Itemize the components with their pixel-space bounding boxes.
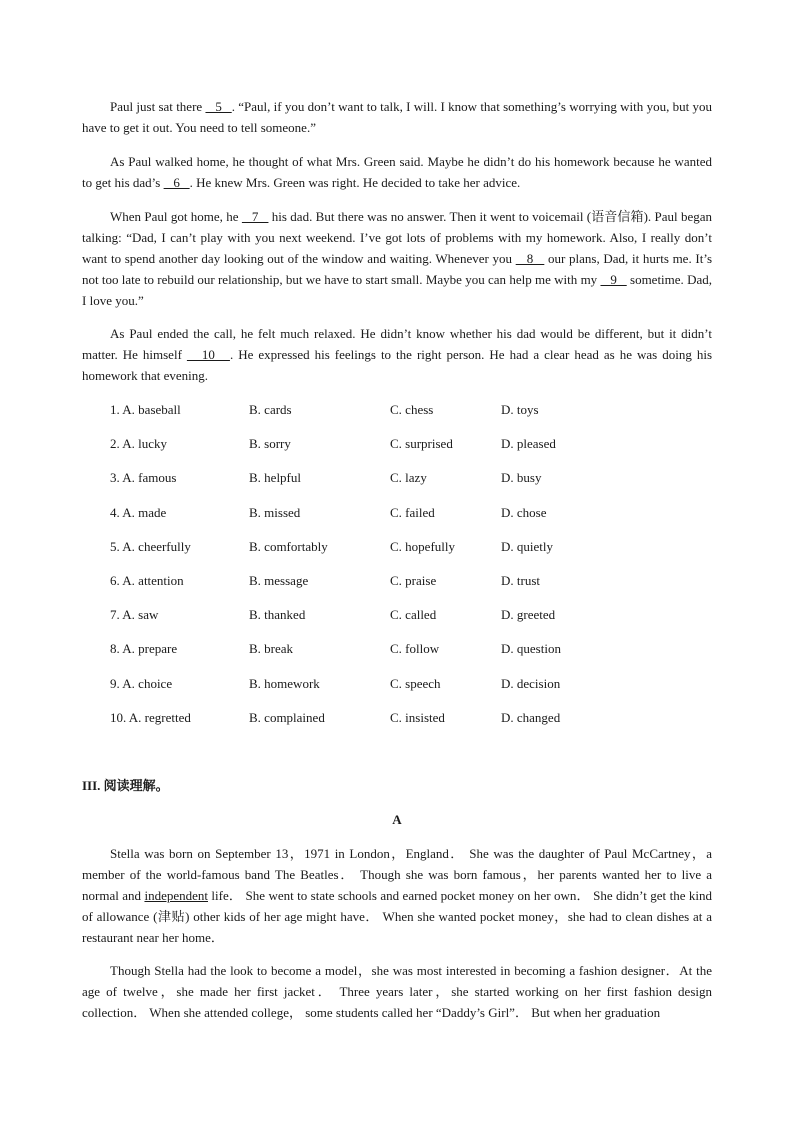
option-d[interactable]: D. pleased [501, 436, 556, 452]
section-heading: III. 阅读理解。 [82, 778, 169, 793]
option-c[interactable]: C. called [390, 607, 437, 623]
option-a[interactable]: 10. A. regretted [110, 709, 191, 725]
passage-paragraph-3 [82, 206, 712, 311]
option-c[interactable]: C. surprised [390, 436, 453, 452]
option-b[interactable]: B. comfortably [249, 538, 328, 554]
option-a[interactable]: 1. A. baseball [110, 402, 181, 417]
passage-text: our plans, Dad, it hurts me. It’s not too late to rebuild our relationship, but we have to start small. Maybe you can help me with my [82, 251, 713, 287]
option-a[interactable]: 2. A. lucky [110, 436, 168, 452]
reading-paragraph-2: Though Stella had the look to become a model，she was most interested in becoming a fashion designer．At the age of twelve，she made her first jacket． Three years later，she started working on her first fashion design collection． When she attended college， some students called her “Daddy’s Girl”． But when her graduation [82, 963, 712, 1020]
blank-6: 6 [163, 175, 190, 190]
option-row-6 [110, 570, 710, 604]
reading-paragraph-1 [82, 843, 712, 948]
passage-paragraph-2 [82, 151, 712, 193]
option-c[interactable]: C. speech [390, 675, 441, 691]
blank-8: 8 [515, 251, 545, 266]
passage-title: A [392, 812, 402, 827]
passage-paragraph-4 [82, 323, 712, 386]
option-d[interactable]: D. greeted [501, 607, 556, 623]
option-row-1 [110, 399, 710, 433]
option-a[interactable]: 6. A. attention [110, 572, 184, 588]
option-c[interactable]: C. chess [390, 402, 434, 417]
passage-text: sometime. Dad, I love you.” [82, 272, 712, 308]
option-a[interactable]: 8. A. prepare [110, 641, 178, 657]
option-d[interactable]: D. chose [501, 504, 547, 520]
passage-text: . He knew Mrs. Green was right. He decided to take her advice. [189, 175, 521, 190]
passage-text: As Paul ended the call, he felt much relaxed. He didn’t know whether his dad would be different, but it didn’t matter. He himself [82, 326, 712, 362]
option-c[interactable]: C. praise [390, 572, 437, 588]
option-b[interactable]: B. missed [249, 504, 301, 520]
passage-paragraph-1 [82, 96, 712, 138]
option-row-4 [110, 502, 710, 536]
option-a[interactable]: 3. A. famous [110, 470, 177, 486]
passage-text: his dad. But there was no answer. Then it went to voicemail (语音信箱). Paul began talking: “Dad, I can’t play with you next weekend. I’ve got lots of problems with my homework. Also, I really don’t want to spend another day looking out of the window and waiting. Whenever you [82, 209, 712, 266]
option-b[interactable]: B. message [249, 572, 309, 588]
option-c[interactable]: C. follow [390, 641, 440, 657]
option-b[interactable]: B. helpful [249, 470, 301, 486]
underlined-word: independent [144, 888, 208, 903]
option-d[interactable]: D. decision [501, 675, 561, 691]
option-d[interactable]: D. busy [501, 470, 542, 486]
option-d[interactable]: D. quietly [501, 538, 553, 554]
option-b[interactable]: B. cards [249, 402, 292, 417]
reading-text: Stella was born on September 13，1971 in London，England． She was the daughter of Paul McCartney，a member of the world-famous band The Beatles． Though she was born famous，her parents wanted her to live a normal and [82, 846, 712, 903]
passage-text: Paul just sat there [110, 99, 206, 114]
option-d[interactable]: D. toys [501, 402, 539, 417]
blank-9: 9 [600, 272, 627, 287]
passage-text: As Paul walked home, he thought of what Mrs. Green said. Maybe he didn’t do his homework because he wanted to get his dad’s [82, 154, 712, 190]
blank-5: 5 [205, 99, 232, 114]
option-row-9 [110, 673, 710, 707]
option-d[interactable]: D. question [501, 641, 561, 657]
reading-text: life． She went to state schools and earned pocket money on her own． She didn’t get the kind of allowance (津贴) other kids of her age might have． When she wanted pocket money，she had to clean dishes at a restaurant near her home． [82, 888, 713, 945]
option-a[interactable]: 4. A. made [110, 504, 167, 520]
option-row-10 [110, 707, 710, 741]
option-b[interactable]: B. complained [249, 709, 325, 725]
option-d[interactable]: D. trust [501, 572, 540, 588]
option-a[interactable]: 5. A. cheerfully [110, 538, 191, 554]
option-row-5 [110, 536, 710, 570]
option-a[interactable]: 9. A. choice [110, 675, 173, 691]
blank-10: 10 [186, 347, 230, 362]
answer-options [110, 399, 710, 741]
passage-text: . “Paul, if you don’t want to talk, I will. I know that something’s worrying with you, but you have to get it out. You need to tell someone.” [82, 99, 713, 135]
option-c[interactable]: C. failed [390, 504, 435, 520]
option-c[interactable]: C. lazy [390, 470, 427, 486]
option-d[interactable]: D. changed [501, 709, 561, 725]
option-a[interactable]: 7. A. saw [110, 607, 159, 623]
blank-7: 7 [241, 209, 269, 224]
passage-text: . He expressed his feelings to the right person. He had a clear head as he was doing his homework that evening. [82, 347, 713, 383]
option-b[interactable]: B. sorry [249, 436, 291, 452]
option-c[interactable]: C. insisted [390, 709, 445, 725]
passage-text: When Paul got home, he [110, 209, 242, 224]
option-row-2 [110, 433, 710, 467]
option-b[interactable]: B. break [249, 641, 294, 657]
option-row-3 [110, 467, 710, 501]
option-row-7 [110, 604, 710, 638]
option-row-8 [110, 638, 710, 672]
option-c[interactable]: C. hopefully [390, 538, 455, 554]
option-b[interactable]: B. homework [249, 675, 320, 691]
option-b[interactable]: B. thanked [249, 607, 306, 623]
